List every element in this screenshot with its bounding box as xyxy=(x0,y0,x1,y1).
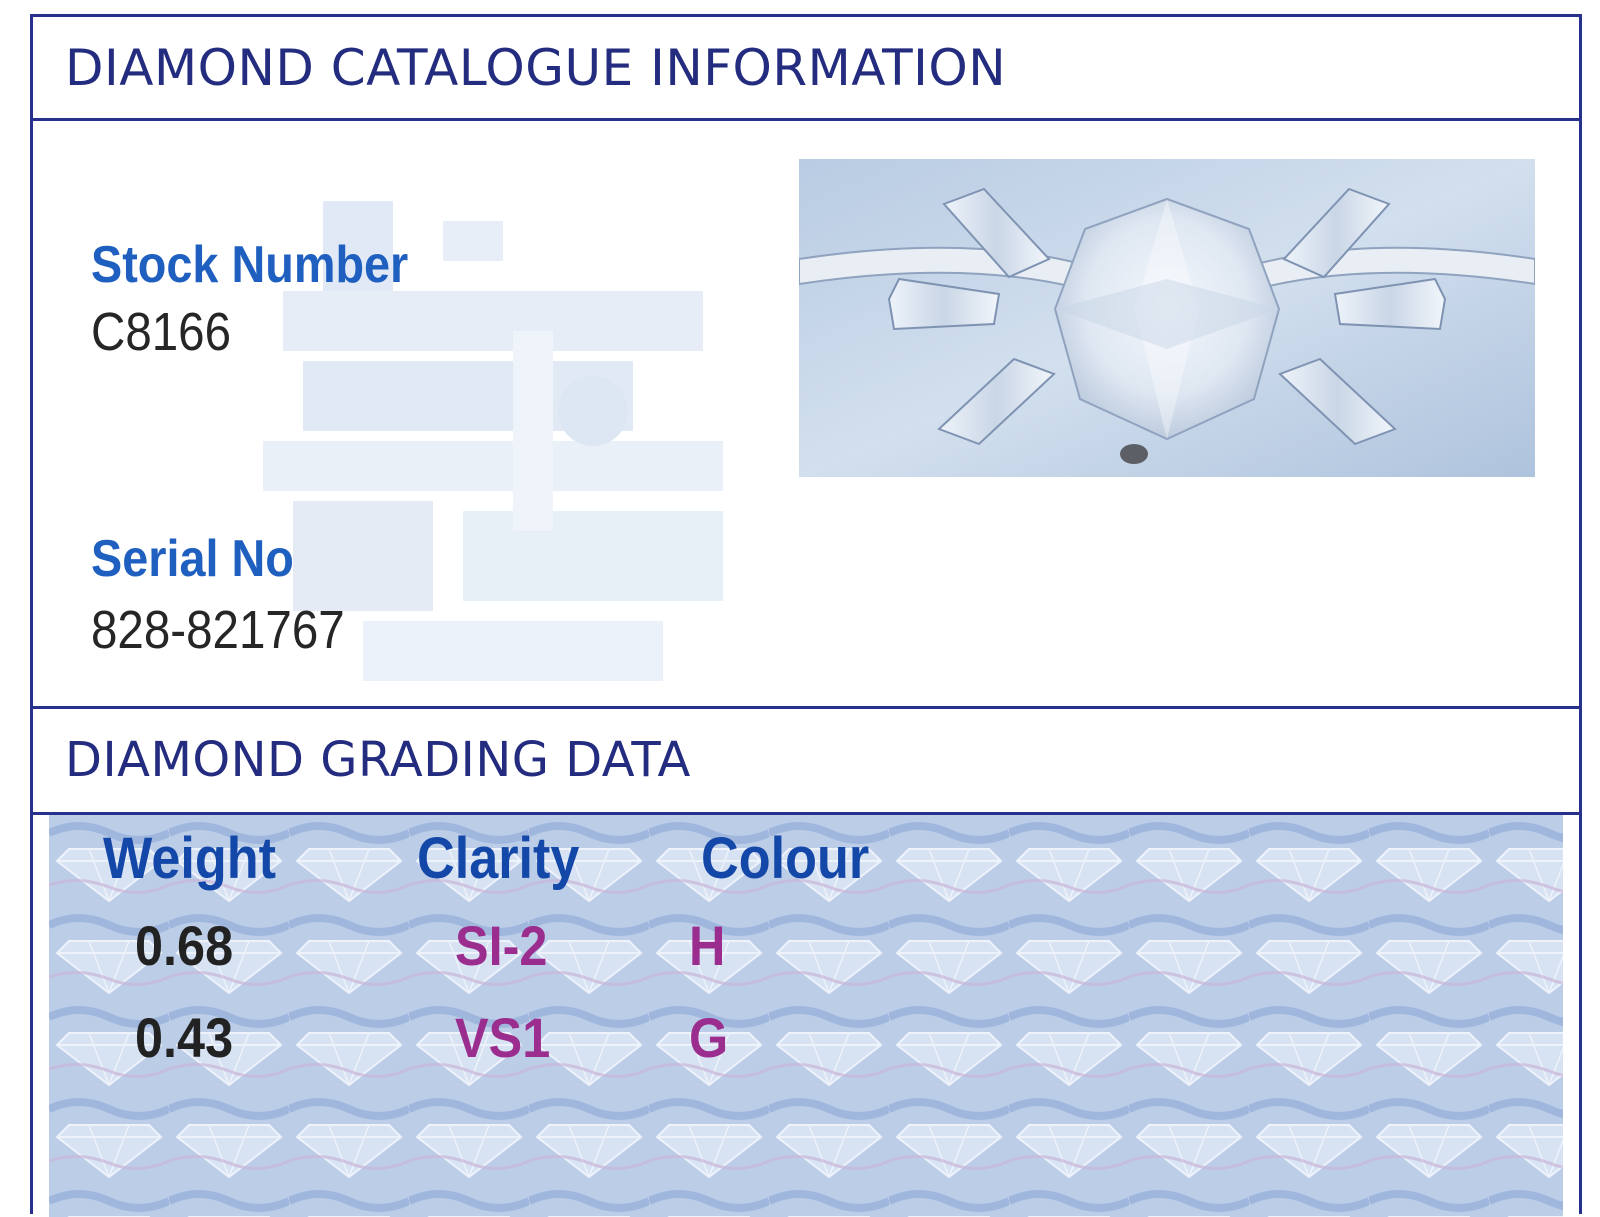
catalogue-header-band xyxy=(33,17,1579,121)
row-1-weight: 0.68 xyxy=(135,914,234,977)
clarity-column-header: Clarity xyxy=(417,826,580,891)
serial-no-value: 828-821767 xyxy=(91,600,345,660)
grading-title: DIAMOND GRADING DATA xyxy=(65,732,691,788)
grading-header-band xyxy=(33,706,1579,815)
row-2-clarity: VS1 xyxy=(455,1006,551,1069)
row-2-weight: 0.43 xyxy=(135,1006,234,1069)
row-2-colour: G xyxy=(689,1006,729,1069)
stock-number-label: Stock Number xyxy=(91,236,409,294)
stock-number-value: C8166 xyxy=(91,302,232,362)
ring-photo xyxy=(799,159,1535,477)
catalogue-info-panel xyxy=(33,121,1579,706)
grading-table xyxy=(49,815,1563,1217)
serial-no-label: Serial No xyxy=(91,530,294,588)
row-1-colour: H xyxy=(689,914,726,977)
colour-column-header: Colour xyxy=(701,826,870,891)
weight-column-header: Weight xyxy=(103,826,277,891)
row-1-clarity: SI-2 xyxy=(455,914,548,977)
catalogue-title: DIAMOND CATALOGUE INFORMATION xyxy=(65,39,1007,97)
diamond-certificate-card xyxy=(30,14,1582,1214)
